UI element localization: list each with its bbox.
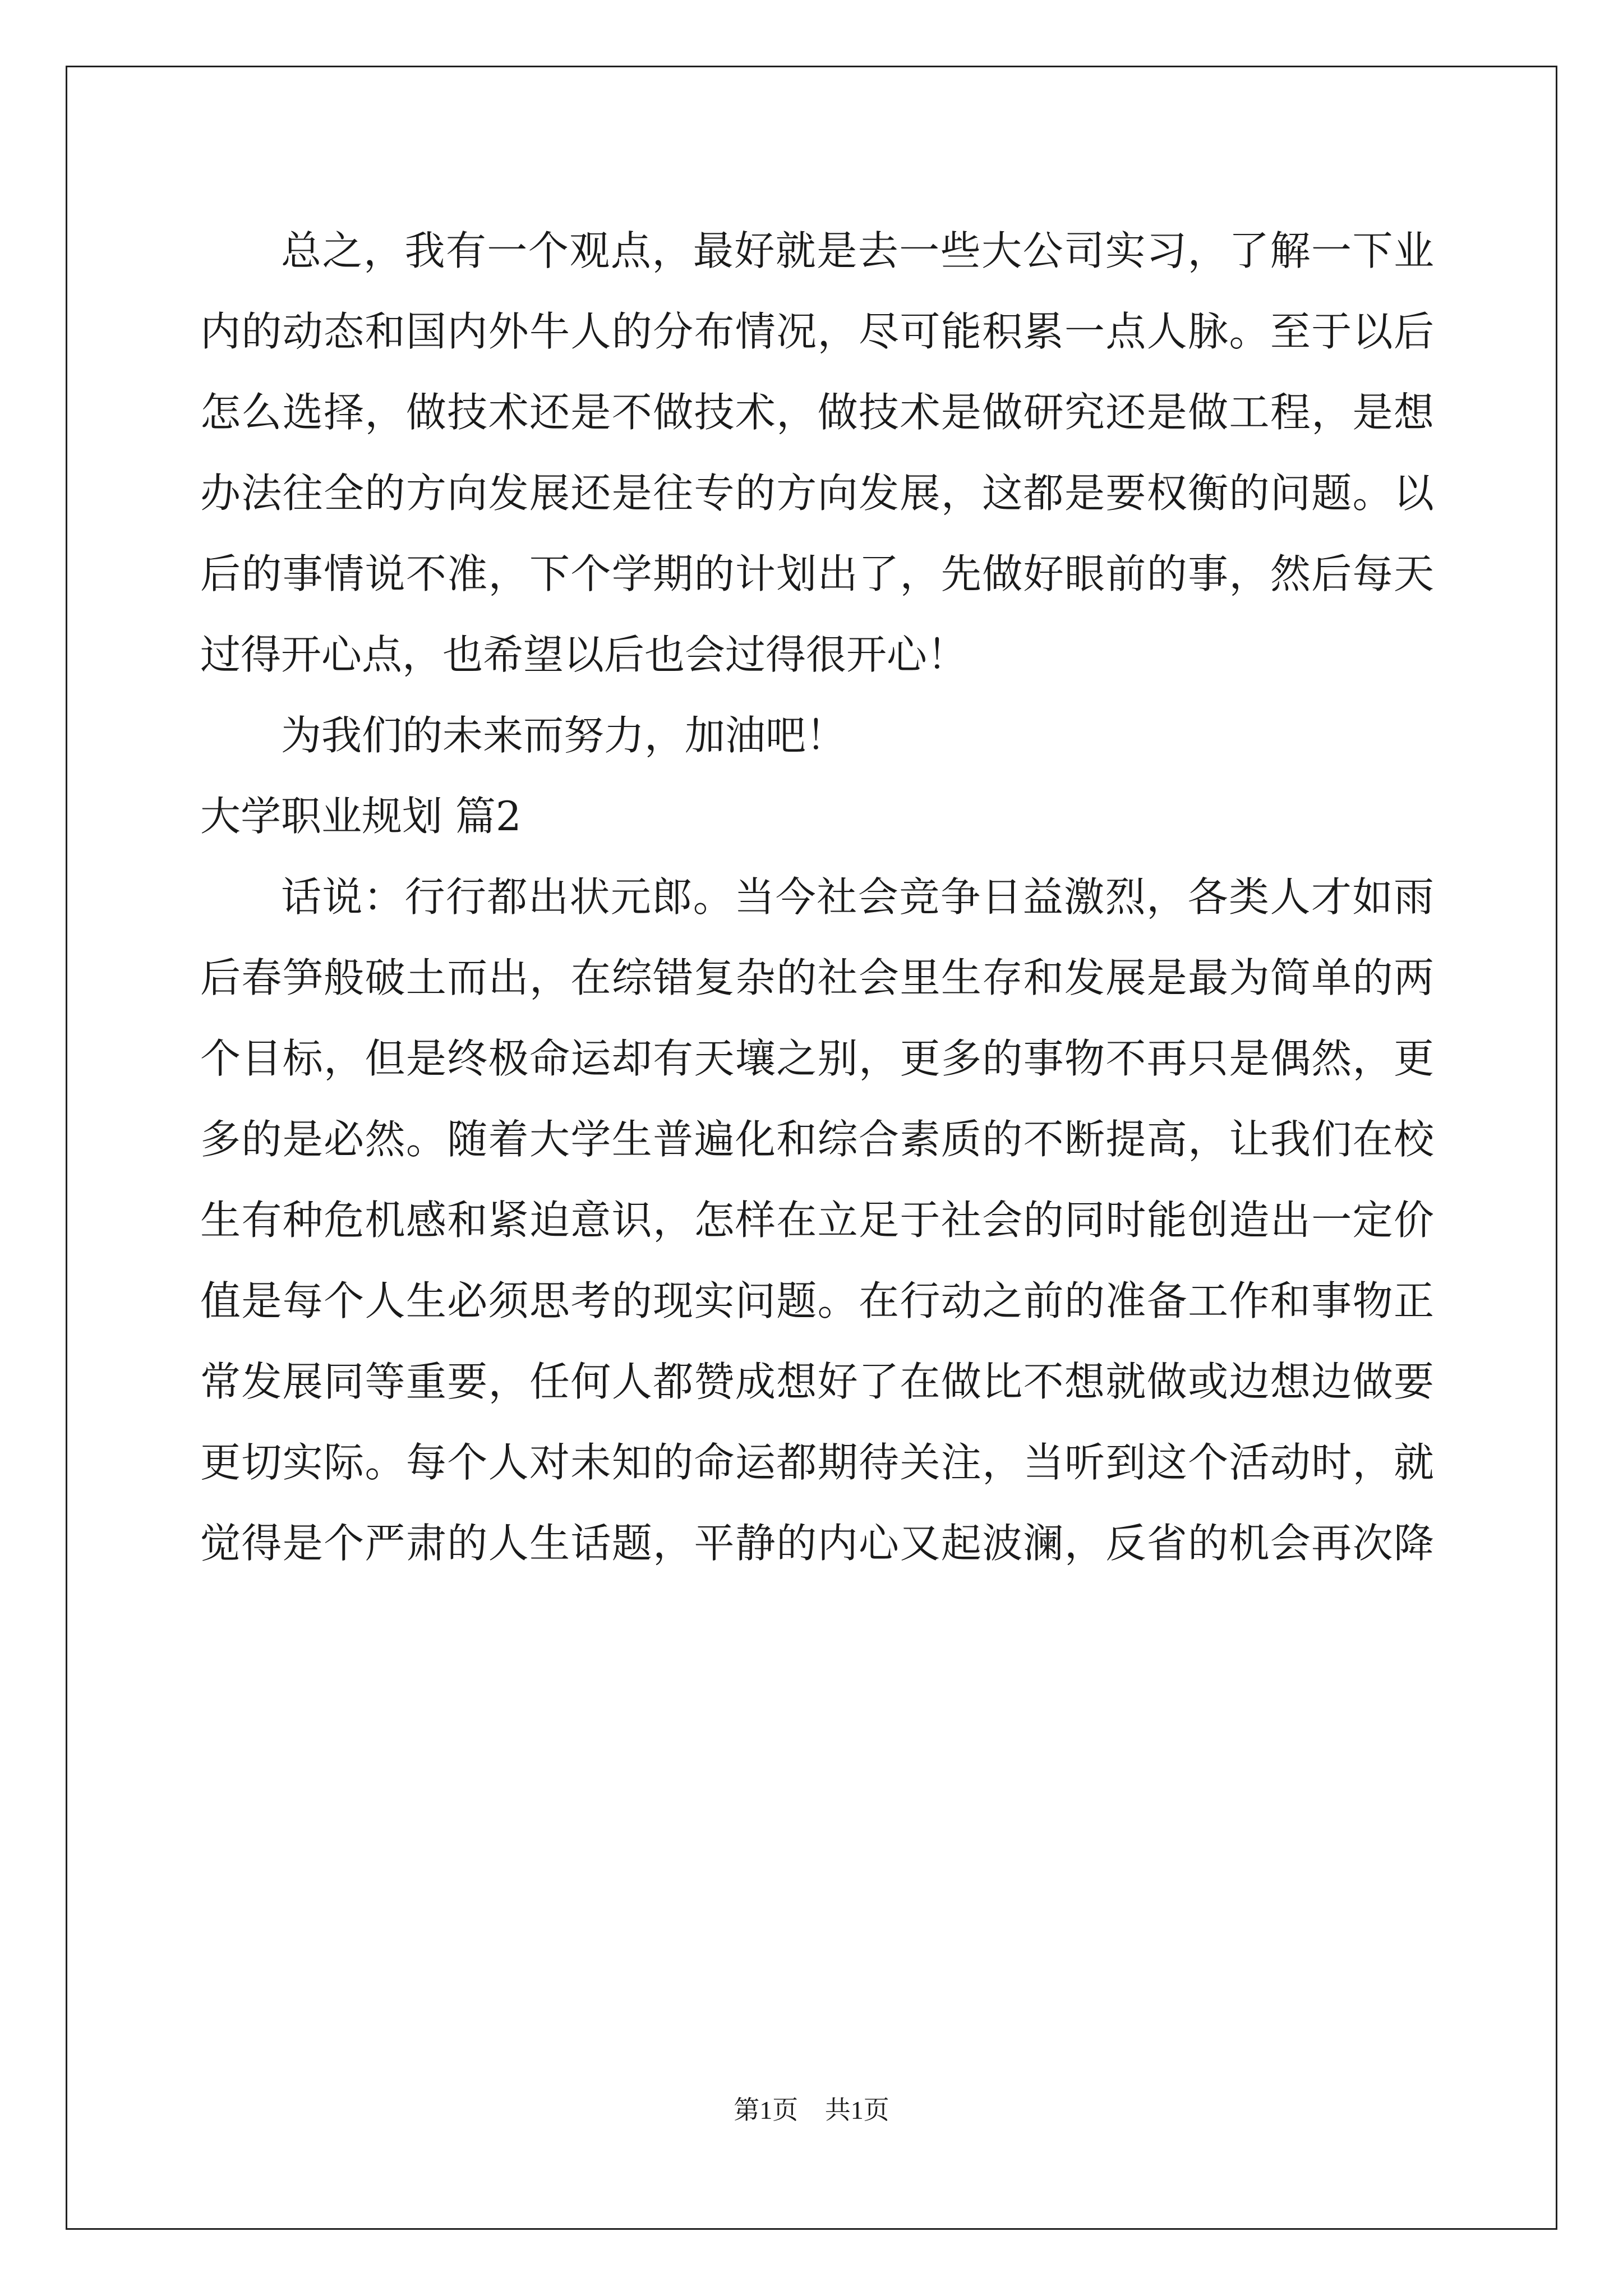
paragraph-3-line-5: 生有种危机感和紧迫意识，怎样在立足于社会的同时能创造出一定价 bbox=[200, 1197, 1434, 1244]
paragraph-3-line-1: 话说：行行都出状元郎。当今社会竞争日益激烈，各类人才如雨 bbox=[281, 873, 1434, 921]
page-number: 第1页 bbox=[734, 2096, 799, 2124]
page-total: 共1页 bbox=[824, 2096, 889, 2124]
paragraph-1-line-6: 过得开心点，也希望以后也会过得很开心！ bbox=[200, 631, 968, 678]
paragraph-1-line-1: 总之，我有一个观点，最好就是去一些大公司实习，了解一下业 bbox=[281, 227, 1434, 274]
paragraph-3-line-6: 值是每个人生必须思考的现实问题。在行动之前的准备工作和事物正 bbox=[200, 1277, 1434, 1324]
paragraph-3-line-8: 更切实际。每个人对未知的命运都期待关注，当听到这个活动时，就 bbox=[200, 1439, 1434, 1486]
section-heading: 大学职业规划 篇2 bbox=[200, 793, 522, 840]
paragraph-1-line-5: 后的事情说不准，下个学期的计划出了，先做好眼前的事，然后每天 bbox=[200, 550, 1434, 597]
paragraph-3-line-3: 个目标，但是终极命运却有天壤之别，更多的事物不再只是偶然，更 bbox=[200, 1035, 1434, 1082]
paragraph-3-line-2: 后春笋般破土而出，在综错复杂的社会里生存和发展是最为简单的两 bbox=[200, 954, 1434, 1001]
paragraph-1-line-4: 办法往全的方向发展还是往专的方向发展，这都是要权衡的问题。以 bbox=[200, 470, 1434, 517]
paragraph-3-line-9: 觉得是个严肃的人生话题，平静的内心又起波澜，反省的机会再次降 bbox=[200, 1520, 1434, 1567]
paragraph-3-line-7: 常发展同等重要，任何人都赞成想好了在做比不想就做或边想边做要 bbox=[200, 1358, 1434, 1405]
page-footer bbox=[0, 2093, 1623, 2127]
paragraph-2: 为我们的未来而努力，加油吧！ bbox=[281, 712, 847, 759]
paragraph-1-line-2: 内的动态和国内外牛人的分布情况，尽可能积累一点人脉。至于以后 bbox=[200, 308, 1434, 355]
paragraph-3-line-4: 多的是必然。随着大学生普遍化和综合素质的不断提高，让我们在校 bbox=[200, 1116, 1434, 1163]
paragraph-1-line-3: 怎么选择，做技术还是不做技术，做技术是做研究还是做工程，是想 bbox=[200, 389, 1434, 436]
